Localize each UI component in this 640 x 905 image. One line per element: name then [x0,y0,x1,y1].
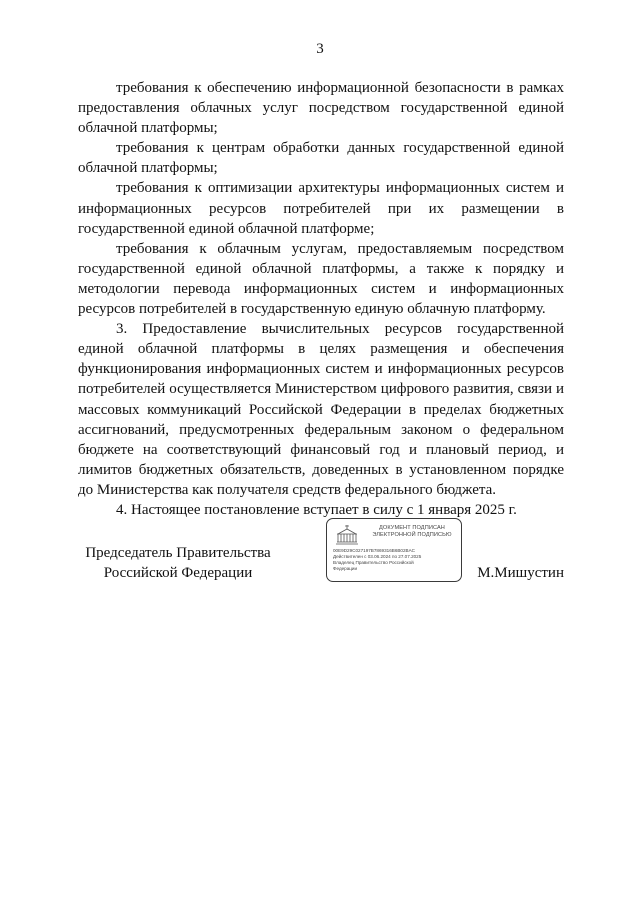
stamp-owner-line1: Владелец Правительство Российской [333,560,414,565]
stamp-validity: Действителен с 03.06.2024 по 27.07.2025 [333,554,422,559]
signatory-position-line1: Председатель Правительства [85,545,271,561]
paragraph-datacenter-requirements: требования к центрам обработки данных государственной единой облачной платформы; [78,140,564,177]
stamp-certificate-number: 00E9D29C027197B7869316B6B02BAC [333,548,415,553]
paragraph-infosec-requirements: требования к обеспечению информационной безопасности в рамках предоставления облачных услуг посредством государственной единой облачной платформы; [78,80,564,137]
stamp-title-line1: ДОКУМЕНТ ПОДПИСАН [379,525,445,531]
stamp-details [333,548,459,572]
paragraph-cloud-services-requirements: требования к облачным услугам, предоставляемым посредством государственной единой облачной платформы, а также к порядку и методологии перевода информационных систем и информационных ресурсов потребителей в государственную единую облачную платформу. [78,240,564,318]
page-number: 3 [316,41,324,57]
paragraph-clause-4: 4. Настоящее постановление вступает в силу с 1 января 2025 г. [116,501,517,518]
signatory-position-line2: Российской Федерации [103,565,253,581]
electronic-signature-stamp [326,518,462,582]
signatory-name: М.Мишустин [477,565,564,581]
signatory-position [78,543,278,583]
stamp-title [365,525,459,539]
stamp-title-line2: ЭЛЕКТРОННОЙ ПОДПИСЬЮ [372,532,452,538]
stamp-owner-line2: Федерации [333,566,358,571]
paragraph-architecture-requirements: требования к оптимизации архитектуры информационных систем и информационных ресурсов потребителей при их размещении в государственной единой облачной платформе; [78,180,564,237]
emblem-icon [333,523,361,545]
paragraph-clause-3: 3. Предоставление вычислительных ресурсов государственной единой облачной платформы в целях размещения и обеспечения функционирования информационных систем и информационных ресурсов потребителей осуществляется Министерством цифрового развития, связи и массовых коммуникаций Российской Федерации в пределах бюджетных ассигнований, предусмотренных федеральным законом о федеральном бюджете на соответствующий финансовый год и плановый период, и лимитов бюджетных обязательств, доведенных в установленном порядке до Министерства как получателя средств федерального бюджета. [78,321,564,498]
document-body [78,78,564,520]
